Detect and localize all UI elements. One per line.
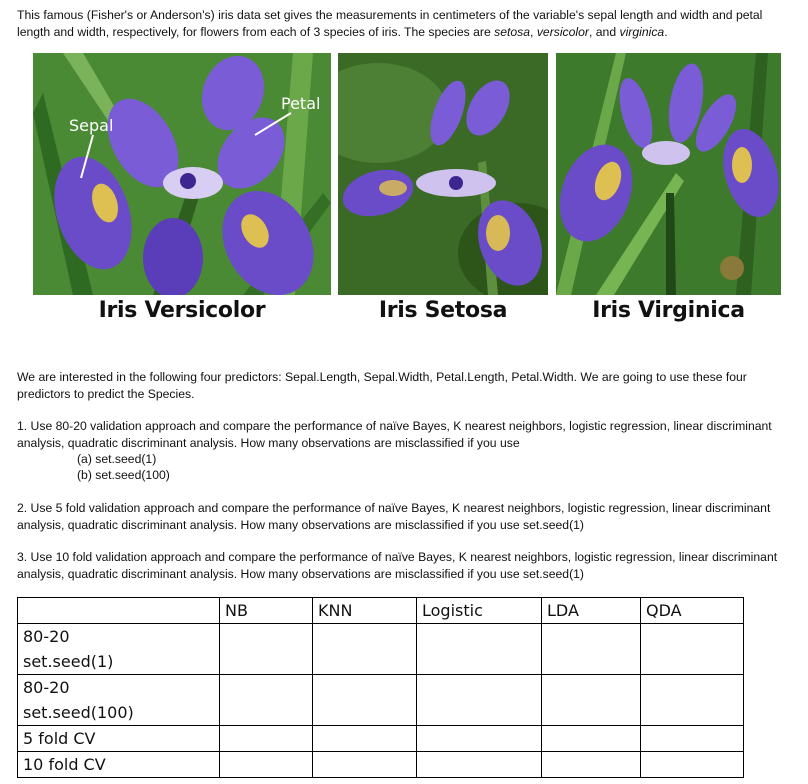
table-header-cell: NB	[220, 598, 313, 624]
table-cell	[641, 624, 744, 675]
petal-label: Petal	[281, 94, 321, 113]
table-cell	[542, 675, 641, 726]
question-1-option-a: (a) set.seed(1)	[77, 452, 157, 466]
table-cell	[641, 752, 744, 778]
question-2: 2. Use 5 fold validation approach and compare the performance of naïve Bayes, K nearest neighbors, logistic regression, linear discriminant analysis, quadratic discriminant analysis. How many observations are misclassified if you use set.seed(1)	[17, 501, 771, 532]
question-3: 3. Use 10 fold validation approach and compare the performance of naïve Bayes, K nearest neighbors, logistic regression, linear discriminant analysis, quadratic discriminant analysis. How many observations are misclassified if you use set.seed(1)	[17, 550, 778, 581]
table-row	[18, 624, 744, 675]
table-cell	[542, 624, 641, 675]
table-cell	[641, 726, 744, 752]
iris-versicolor-photo	[33, 53, 331, 295]
row-label: 80-20 set.seed(1)	[18, 624, 220, 675]
table-cell	[417, 675, 542, 726]
table-header-row	[18, 598, 744, 624]
table-header-cell: KNN	[313, 598, 417, 624]
iris-setosa-photo	[338, 53, 548, 295]
question-1: 1. Use 80-20 validation approach and compare the performance of naïve Bayes, K nearest neighbors, logistic regression, linear discriminant analysis, quadratic discriminant analysis. How many observations are misclassified if you use	[17, 419, 772, 450]
table-cell	[417, 726, 542, 752]
results-table	[17, 597, 744, 778]
table-header-cell: LDA	[542, 598, 641, 624]
table-header-cell	[18, 598, 220, 624]
question-1-option-b: (b) set.seed(100)	[77, 468, 170, 482]
table-cell	[220, 624, 313, 675]
table-cell	[313, 624, 417, 675]
table-cell	[313, 726, 417, 752]
caption-virginica: Iris Virginica	[592, 298, 745, 323]
table-cell	[417, 624, 542, 675]
table-cell	[542, 752, 641, 778]
caption-setosa: Iris Setosa	[378, 298, 508, 323]
iris-species-figure	[33, 53, 781, 333]
table-row	[18, 726, 744, 752]
table-header-cell: Logistic	[417, 598, 542, 624]
row-label: 80-20 set.seed(100)	[18, 675, 220, 726]
table-header-cell: QDA	[641, 598, 744, 624]
table-row	[18, 752, 744, 778]
row-label: 5 fold CV	[18, 726, 220, 752]
table-cell	[220, 752, 313, 778]
table-cell	[220, 675, 313, 726]
table-cell	[417, 752, 542, 778]
table-cell	[220, 726, 313, 752]
sepal-label: Sepal	[69, 116, 114, 135]
table-cell	[313, 675, 417, 726]
row-label: 10 fold CV	[18, 752, 220, 778]
table-cell	[542, 726, 641, 752]
caption-versicolor: Iris Versicolor	[98, 298, 266, 323]
intro-paragraph: This famous (Fisher's or Anderson's) iris data set gives the measurements in centimeters of the variable's sepal length and width and petal length and width, respectively, for flowers from each of 3 species of iris. The species are setosa, versicolor, and virginica.	[17, 8, 763, 39]
table-row	[18, 675, 744, 726]
predictors-paragraph: We are interested in the following four predictors: Sepal.Length, Sepal.Width, Petal.Length, Petal.Width. We are going to use these four predictors to predict the Species.	[17, 370, 747, 401]
table-cell	[313, 752, 417, 778]
table-cell	[641, 675, 744, 726]
iris-virginica-photo	[556, 53, 781, 295]
